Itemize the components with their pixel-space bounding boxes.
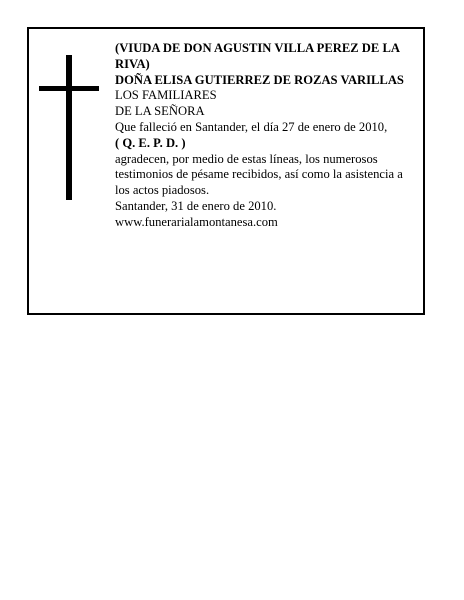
family-line-2: DE LA SEÑORA xyxy=(115,104,205,119)
funeral-home-website: www.funerarialamontanesa.com xyxy=(115,214,278,229)
deceased-name: DOÑA ELISA GUTIERREZ DE ROZAS VARILLAS xyxy=(115,72,404,87)
thanks-paragraph: agradecen, por medio de estas líneas, los numerosos testimonios de pésame recibidos, así como la asistencia a los actos piadosos. xyxy=(115,151,403,198)
family-line-1: LOS FAMILIARES xyxy=(115,88,217,103)
cross-icon xyxy=(39,55,99,200)
death-statement: Que falleció en Santander, el día 27 de enero de 2010, xyxy=(115,119,388,134)
place-date: Santander, 31 de enero de 2010. xyxy=(115,198,277,213)
qepd-line: ( Q. E. P. D. ) xyxy=(115,135,186,150)
cross-vertical-bar xyxy=(66,55,72,200)
widow-of-line: (VIUDA DE DON AGUSTIN VILLA PEREZ DE LA RIVA) xyxy=(115,41,400,71)
cross-horizontal-bar xyxy=(39,86,99,91)
notice-text-block xyxy=(115,41,420,231)
obituary-notice xyxy=(27,27,425,315)
